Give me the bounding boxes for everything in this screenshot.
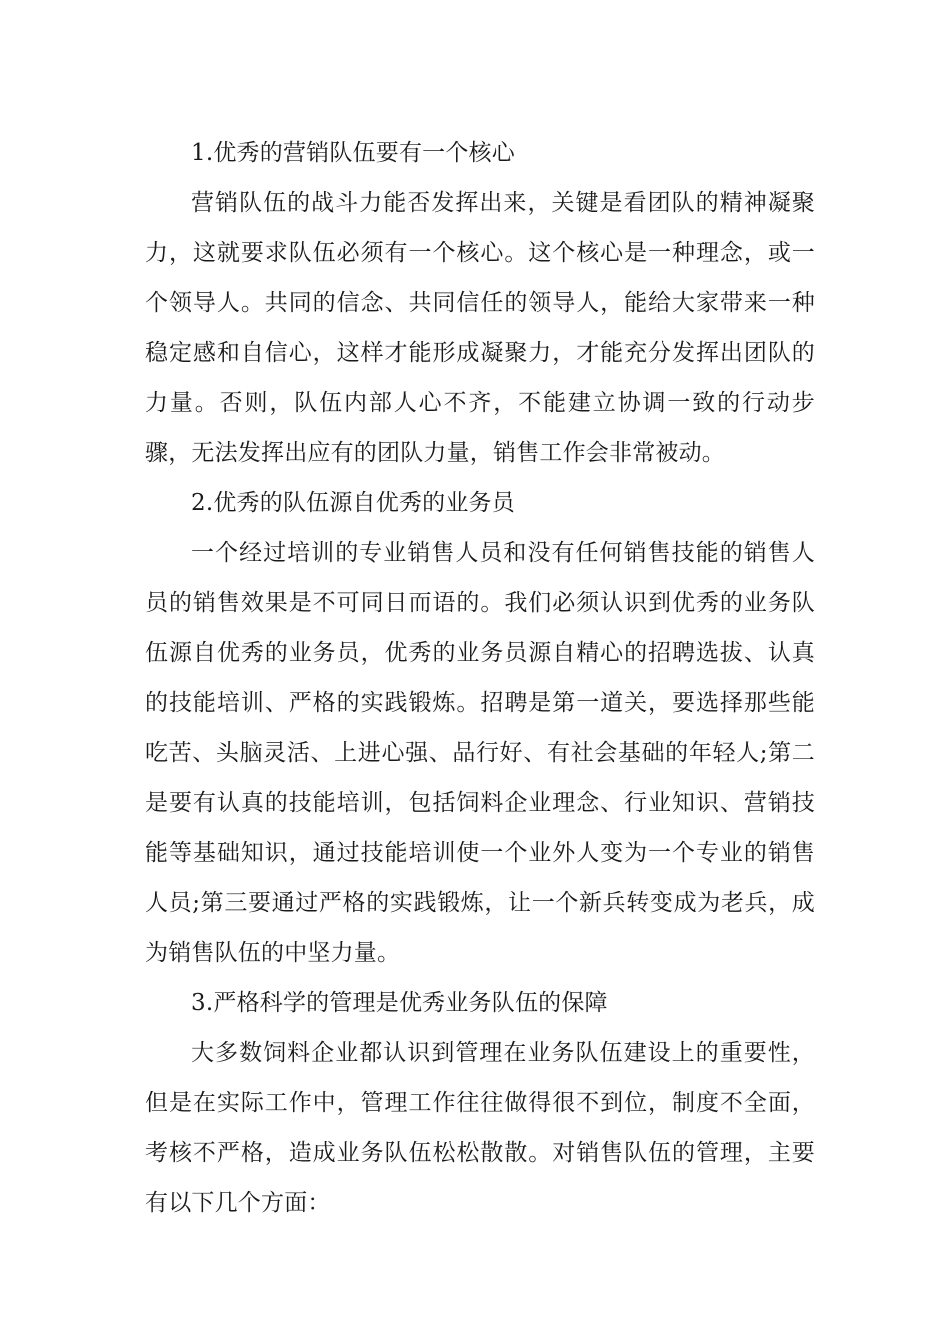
section-paragraph-3: 大多数饲料企业都认识到管理在业务队伍建设上的重要性，但是在实际工作中，管理工作往往做得很不到位，制度不全面，考核不严格，造成业务队伍松松散散。对销售队伍的管理，主要有以下几个方面： — [145, 1040, 815, 1216]
section-heading-1: 1.优秀的营销队伍要有一个核心 — [191, 140, 515, 166]
section-heading-2: 2.优秀的队伍源自优秀的业务员 — [191, 490, 515, 516]
section-heading-3: 3.严格科学的管理是优秀业务队伍的保障 — [191, 990, 608, 1016]
section-paragraph-2: 一个经过培训的专业销售人员和没有任何销售技能的销售人员的销售效果是不可同日而语的。我们必须认识到优秀的业务队伍源自优秀的业务员，优秀的业务员源自精心的招聘选拔、认真的技能培训、严格的实践锻炼。招聘是第一道关，要选择那些能吃苦、头脑灵活、上进心强、品行好、有社会基础的年轻人;第二是要有认真的技能培训，包括饲料企业理念、行业知识、营销技能等基础知识，通过技能培训使一个业外人变为一个专业的销售人员;第三要通过严格的实践锻炼，让一个新兵转变成为老兵，成为销售队伍的中坚力量。 — [145, 540, 815, 966]
section-paragraph-1: 营销队伍的战斗力能否发挥出来，关键是看团队的精神凝聚力，这就要求队伍必须有一个核心。这个核心是一种理念，或一个领导人。共同的信念、共同信任的领导人，能给大家带来一种稳定感和自信心，这样才能形成凝聚力，才能充分发挥出团队的力量。否则，队伍内部人心不齐，不能建立协调一致的行动步骤，无法发挥出应有的团队力量，销售工作会非常被动。 — [145, 190, 815, 466]
document-body — [145, 128, 815, 1228]
